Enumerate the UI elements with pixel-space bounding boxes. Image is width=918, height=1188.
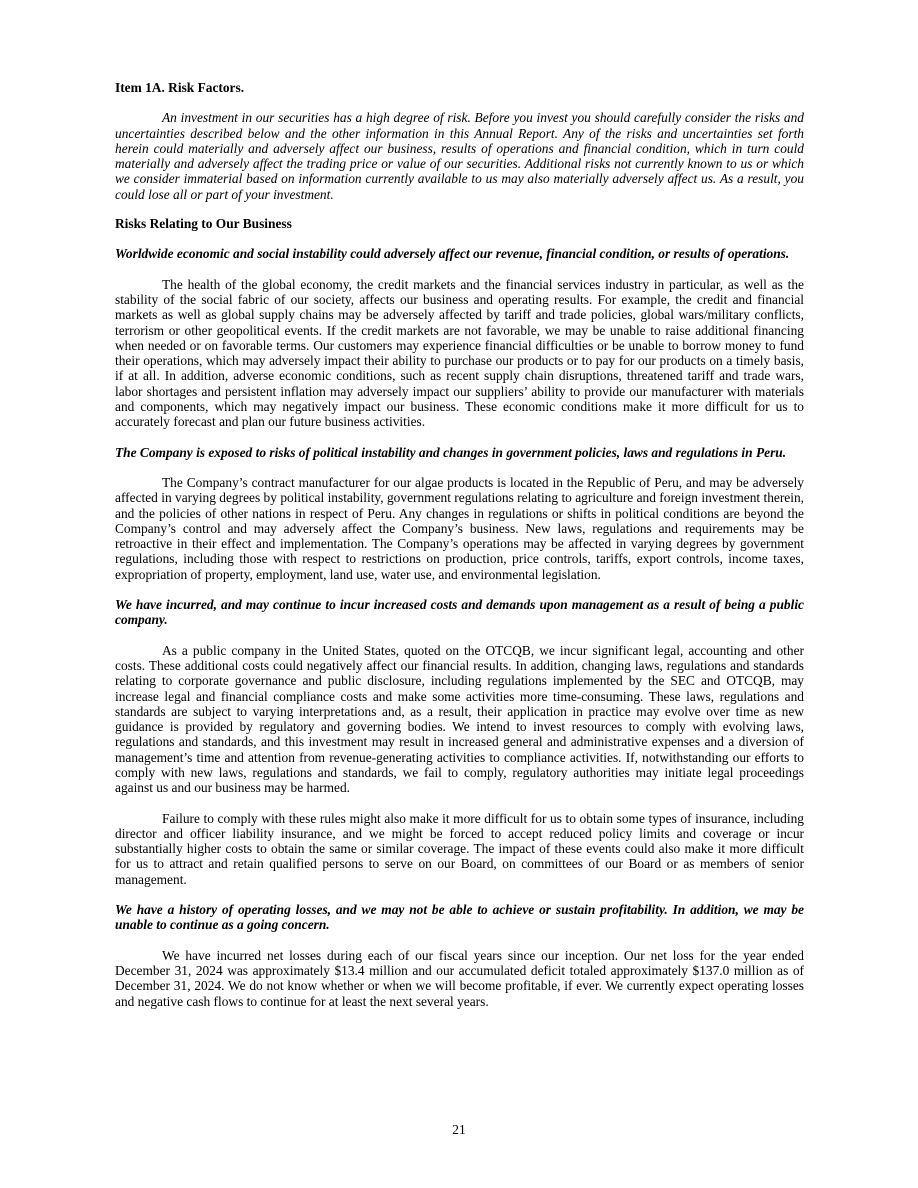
body-paragraph: We have incurred net losses during each of our fiscal years since our inception. Our net loss for the year ended December 31, 2024 was approximately $13.4 million and our accumulated deficit totaled approximately $137.0 million as of December 31, 2024. We do not know whether or when we will become profitable, if ever. We currently expect operating losses and negative cash flows to continue for at least the next several years.	[115, 947, 804, 1009]
risk-heading: We have incurred, and may continue to incur increased costs and demands upon management as a result of being a public company.	[115, 597, 804, 628]
risk-factor	[115, 445, 804, 582]
risk-heading: We have a history of operating losses, and we may not be able to achieve or sustain profitability. In addition, we may be unable to continue as a going concern.	[115, 902, 804, 933]
section-title: Risks Relating to Our Business	[115, 216, 292, 232]
item-title: Item 1A. Risk Factors.	[115, 80, 245, 95]
body-paragraph: The health of the global economy, the credit markets and the financial services industry in particular, as well as the stability of the social fabric of our society, affects our business and operating results. For example, the credit and financial markets as well as global supply chains may be adversely affected by tariff and trade policies, global wars/military conflicts, terrorism or other geopolitical events. If the credit markets are not favorable, we may be unable to raise additional financing when needed or on favorable terms. Our customers may experience financial difficulties or be unable to borrow money to fund their operations, which may adversely impact their ability to purchase our products or to pay for our products on a timely basis, if at all. In addition, adverse economic conditions, such as recent supply chain disruptions, threatened tariff and trade wars, labor shortages and persistent inflation may adversely impact our suppliers’ ability to provide our manufacturer with materials and components, which may negatively impact our business. These economic conditions make it more difficult for us to accurately forecast and plan our future business activities.	[115, 276, 804, 430]
body-paragraph: Failure to comply with these rules might also make it more difficult for us to obtain some types of insurance, including director and officer liability insurance, and we might be forced to accept reduced policy limits and coverage or incur substantially higher costs to obtain the same or similar coverage. The impact of these events could also make it more difficult for us to attract and retain qualified persons to serve on our Board, on committees of our Board or as members of senior management.	[115, 810, 804, 887]
risk-heading: The Company is exposed to risks of political instability and changes in government policies, laws and regulations in Peru.	[115, 444, 787, 460]
page-number: 21	[452, 1122, 466, 1137]
intro-paragraph: An investment in our securities has a high degree of risk. Before you invest you should carefully consider the risks and uncertainties described below and the other information in this Annual Report. Any of the risks and uncertainties set forth herein could materially and adversely affect our business, results of operations and financial condition, which in turn could materially and adversely affect the trading price or value of our securities. Additional risks not currently known to us or which we consider immaterial based on information currently available to us may also materially adversely affect us. As a result, you could lose all or part of your investment.	[115, 110, 804, 202]
page-content	[115, 80, 804, 1024]
risk-factor	[115, 246, 804, 429]
body-paragraph: As a public company in the United States, quoted on the OTCQB, we incur significant legal, accounting and other costs. These additional costs could negatively affect our financial results. In addition, changing laws, regulations and standards relating to corporate governance and public disclosure, including regulations implemented by the SEC and OTCQB, may increase legal and financial compliance costs and make some activities more time-consuming. These laws, regulations and standards are subject to varying interpretations and, as a result, their application in practice may evolve over time as new guidance is provided by regulatory and governing bodies. We intend to invest resources to comply with evolving laws, regulations and standards, and this investment may result in increased general and administrative expenses and a diversion of management’s time and attention from revenue-generating activities to compliance activities. If, notwithstanding our efforts to comply with new laws, regulations and standards, we fail to comply, regulatory authorities may initiate legal proceedings against us and our business may be harmed.	[115, 642, 804, 796]
risk-factor	[115, 597, 804, 887]
risk-heading: Worldwide economic and social instability could adversely affect our revenue, financial condition, or results of operations.	[115, 246, 790, 262]
body-paragraph: The Company’s contract manufacturer for our algae products is located in the Republic of Peru, and may be adversely affected in varying degrees by political instability, government regulations relating to agriculture and foreign investment therein, and the policies of other nations in respect of Peru. Any changes in regulations or shifts in political conditions are beyond the Company’s control and may adversely affect the Company’s business. New laws, regulations and requirements may be retroactive in their effect and implementation. The Company’s operations may be affected in varying degrees by government regulations, including those with respect to restrictions on production, price controls, tariffs, export controls, income taxes, expropriation of property, employment, land use, water use, and environmental legislation.	[115, 474, 804, 582]
risk-factor	[115, 902, 804, 1009]
